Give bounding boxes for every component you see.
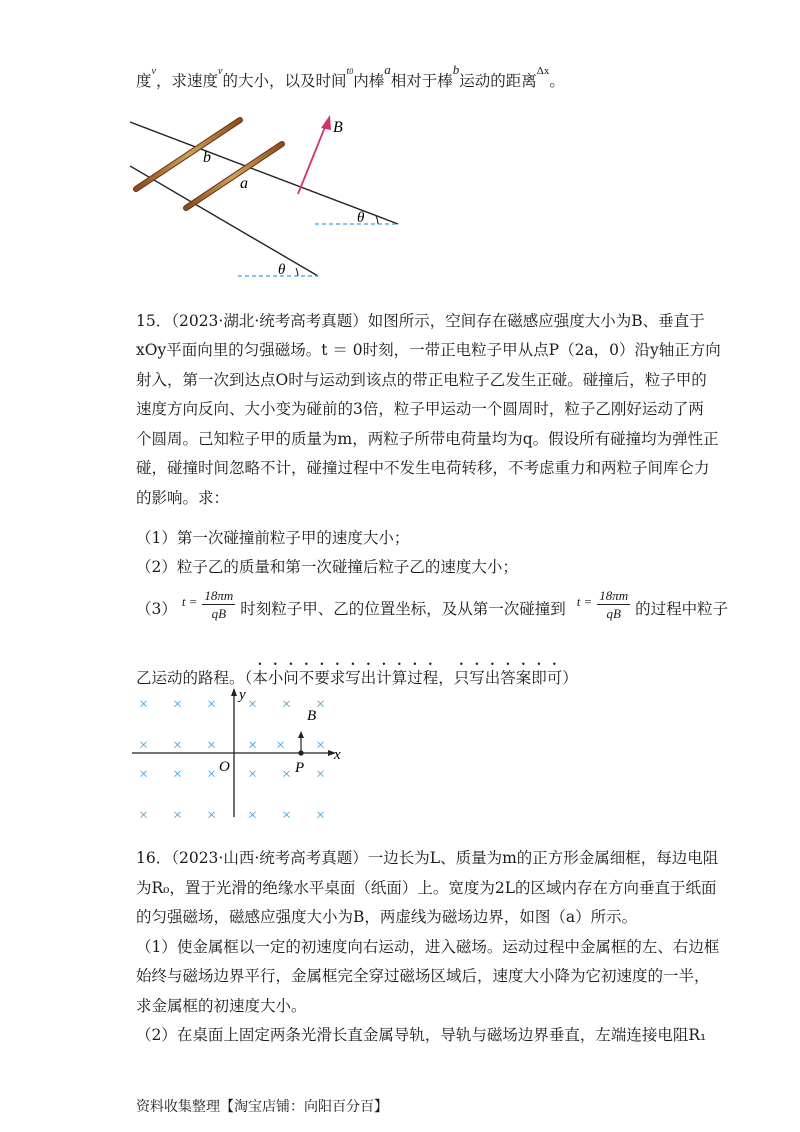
q15-sub-2: （2）粒子乙的质量和第一次碰撞后粒子乙的速度大小； bbox=[136, 558, 518, 576]
q15-sub-3: （3） $^{t =}$ $\frac{18\pi m}{qB}$ 时刻粒子甲、乙的位置坐标，及从第一次碰撞到 $^{t =}$ $\frac{18\pi m}{qB}$ 的过程中粒子 bbox=[136, 587, 729, 621]
q16-line-6: 求金属框的初速度大小。 bbox=[136, 997, 307, 1015]
var-t0: t0 bbox=[346, 66, 354, 77]
field-cross: × bbox=[139, 766, 149, 783]
q15-line-6: 碰，碰撞时间忽略不计，碰撞过程中不发生电荷转移，不考虑重力和两粒子间库仑力 bbox=[136, 459, 710, 477]
q16-line-2: 为R₀，置于光滑的绝缘水平桌面（纸面）上。宽度为2L的区域内存在方向垂直于纸面 bbox=[136, 879, 717, 897]
field-cross: × bbox=[316, 696, 326, 713]
q16-line-5: 始终与磁场边界平行，金属框完全穿过磁场区域后，速度大小降为它初速度的一半， bbox=[136, 967, 710, 985]
q15-line-5: 个圆周。己知粒子甲的质量为m，两粒子所带电荷量均为q。假设所有碰撞均为弹性正 bbox=[136, 430, 719, 448]
emphasized-note: （本小问不要求写出计算过程，只写出答案即可） bbox=[244, 669, 578, 687]
field-cross: × bbox=[248, 807, 258, 820]
footer-source: 资料收集整理【淘宝店铺：向阳百分百】 bbox=[136, 1099, 388, 1115]
field-cross: × bbox=[248, 696, 258, 713]
figure-xoy-field bbox=[130, 685, 345, 820]
label-a: a bbox=[240, 175, 248, 192]
q15-line-3: 射入，第一次到达点O时与运动到该点的带正电粒子乙发生正碰。碰撞后，粒子甲的 bbox=[136, 371, 707, 389]
q15-sub-3-line-2: 乙运动的路程。（本小问不要求写出计算过程，只写出答案即可） bbox=[136, 669, 578, 687]
field-cross: × bbox=[173, 696, 183, 713]
field-crosses bbox=[139, 696, 325, 820]
magnetic-field-arrow bbox=[298, 122, 327, 194]
q16-line-7: （2）在桌面上固定两条光滑长直金属导轨，导轨与磁场边界垂直，左端连接电阻R₁ bbox=[136, 1026, 707, 1044]
field-cross: × bbox=[207, 766, 217, 783]
field-cross: × bbox=[207, 737, 217, 754]
field-cross: × bbox=[316, 766, 326, 783]
field-cross: × bbox=[282, 696, 292, 713]
label-B-field: B bbox=[307, 708, 317, 724]
time-fraction: $\frac{18\pi m}{qB}$ bbox=[599, 587, 629, 621]
theta-lower: θ bbox=[278, 262, 286, 278]
label-b: b bbox=[203, 149, 211, 166]
var-v: v bbox=[151, 66, 156, 77]
q15-sub-1: （1）第一次碰撞前粒子甲的速度大小； bbox=[136, 529, 410, 547]
q15-line-2: xOy平面向里的匀强磁场。t ＝ 0时刻，一带正电粒子甲从点P（2a，0）沿y轴正方向 bbox=[136, 341, 721, 359]
var-v: v bbox=[217, 66, 223, 77]
field-cross: × bbox=[173, 766, 183, 783]
field-cross: × bbox=[282, 807, 292, 820]
field-cross: × bbox=[207, 696, 217, 713]
label-B: B bbox=[333, 119, 343, 136]
q16-line-1: 16．（2023·山西·统考高考真题）一边长为L、质量为m的正方形金属细框，每边电阻 bbox=[136, 849, 719, 867]
q16-line-4: （1）使金属框以一定的初速度向右运动，进入磁场。运动过程中金属框的左、右边框 bbox=[136, 938, 720, 956]
field-cross: × bbox=[139, 807, 149, 820]
field-cross: × bbox=[173, 807, 183, 820]
q16-line-3: 的匀强磁场，磁感应强度大小为B，两虚线为磁场边界，如图（a）所示。 bbox=[136, 908, 638, 926]
field-cross: × bbox=[173, 737, 183, 754]
field-cross: × bbox=[276, 737, 286, 754]
field-cross: × bbox=[248, 766, 258, 783]
field-cross: × bbox=[248, 737, 258, 754]
var-a: a bbox=[384, 62, 391, 77]
q15-line-1: 15．（2023·湖北·统考高考真题）如图所示，空间存在磁感应强度大小为B、垂直于 bbox=[136, 312, 705, 330]
field-cross: × bbox=[316, 807, 326, 820]
field-cross: × bbox=[207, 807, 217, 820]
q15-line-4: 速度方向反向、大小变为碰前的3倍，粒子甲运动一个圆周时，粒子乙刚好运动了两 bbox=[136, 400, 704, 418]
figure-inclined-rails bbox=[130, 108, 410, 283]
top-question-line: 度$^v$，求速度$^v$的大小，以及时间$^{t0}$内棒$^a$相对于棒$^b$运动的距离$^{\Delta x}$。 bbox=[136, 62, 565, 90]
field-cross: × bbox=[316, 737, 326, 754]
label-P: P bbox=[295, 760, 305, 776]
var-dx: Δx bbox=[536, 65, 550, 77]
theta-upper: θ bbox=[357, 210, 365, 226]
field-cross: × bbox=[139, 696, 149, 713]
field-cross: × bbox=[139, 737, 149, 754]
x-axis-label: x bbox=[334, 747, 341, 763]
y-axis-label: y bbox=[239, 687, 246, 703]
point-P bbox=[298, 750, 303, 755]
rail-upper bbox=[130, 122, 398, 224]
origin-label: O bbox=[219, 759, 230, 775]
time-fraction: $\frac{18\pi m}{qB}$ bbox=[204, 587, 234, 621]
var-b: b bbox=[452, 62, 460, 77]
field-cross: × bbox=[282, 766, 292, 783]
q15-line-7: 的影响。求： bbox=[136, 489, 230, 507]
